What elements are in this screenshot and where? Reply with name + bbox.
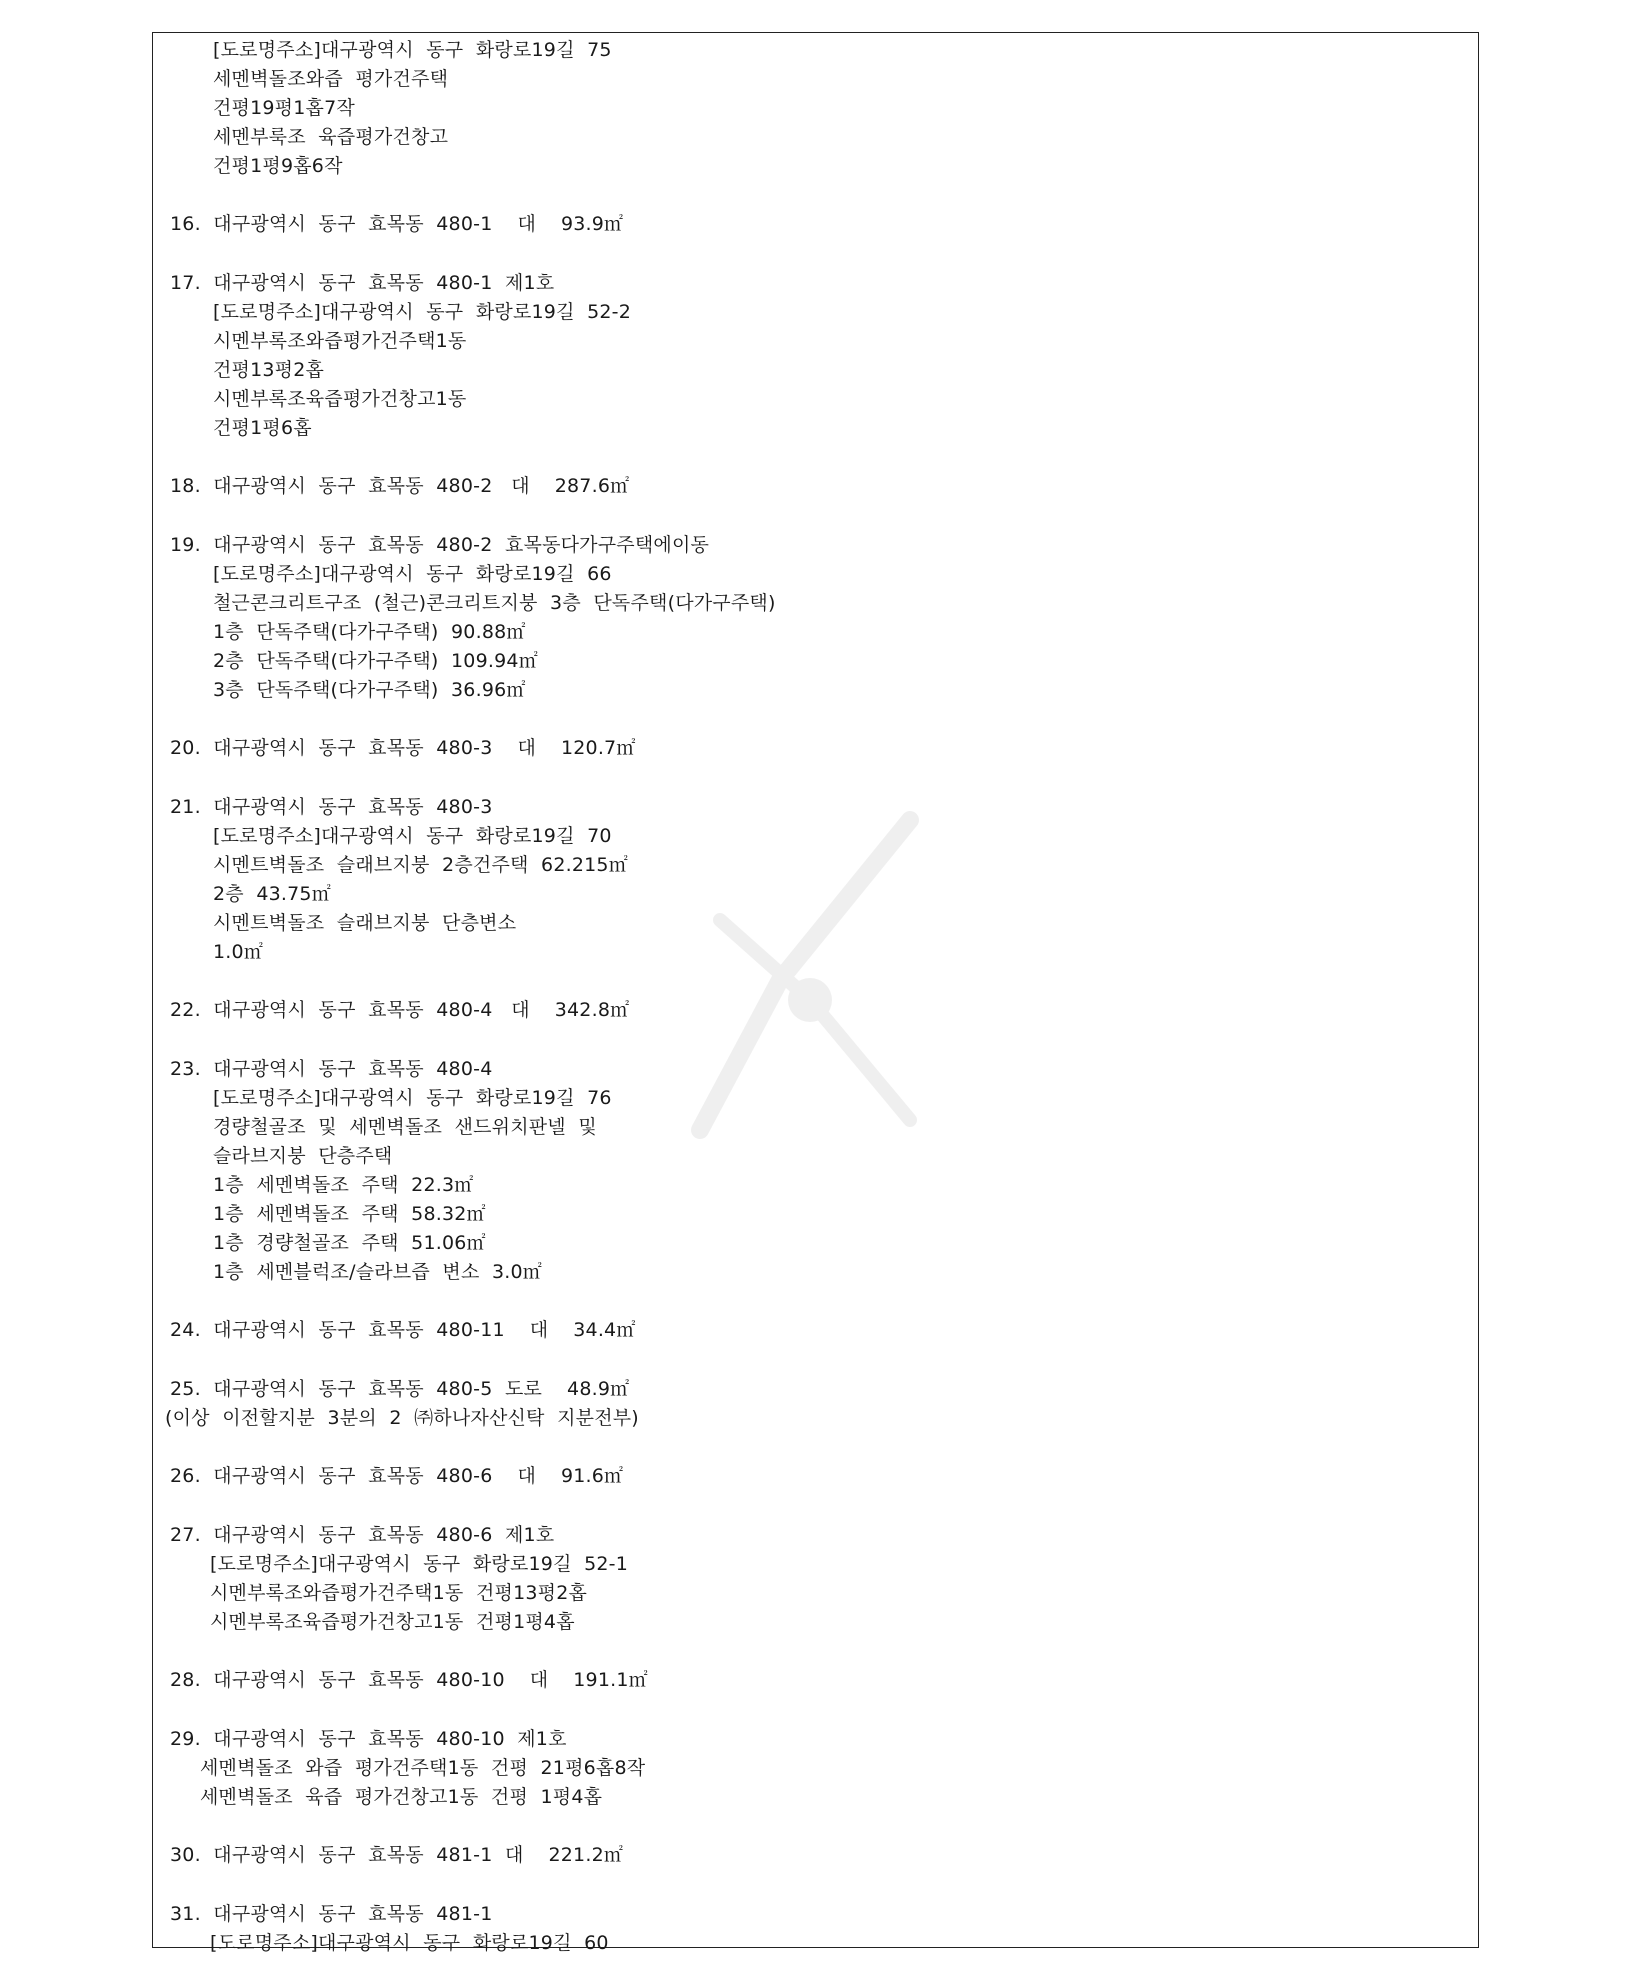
text-line: 세멘부룩조 육즙평가건창고: [213, 126, 449, 148]
text-line: 2층 단독주택(다가구주택) 109.94㎡: [213, 650, 538, 672]
item-17: 17. 대구광역시 동구 효목동 480-1 제1호: [170, 272, 555, 294]
text-line: 1층 경량철골조 주택 51.06㎡: [213, 1232, 486, 1254]
text-line: [도로명주소]대구광역시 동구 화랑로19길 66: [213, 563, 612, 585]
text-line: [도로명주소]대구광역시 동구 화랑로19길 70: [213, 825, 612, 847]
text-line: 세멘벽돌조 와즙 평가건주택1동 건평 21평6홉8작: [200, 1757, 646, 1779]
text-line: 시멘부록조육즙평가건창고1동: [213, 388, 467, 410]
text-line: 1층 세멘벽돌조 주택 22.3㎡: [213, 1174, 474, 1196]
item-28: 28. 대구광역시 동구 효목동 480-10 대 191.1㎡: [170, 1669, 648, 1691]
text-line: 경량철골조 및 세멘벽돌조 샌드위치판넬 및: [213, 1116, 597, 1138]
text-line: 슬라브지붕 단층주택: [213, 1145, 393, 1167]
text-line: 세멘벽돌조 육즙 평가건창고1동 건평 1평4홉: [200, 1786, 603, 1808]
text-line: [도로명주소]대구광역시 동구 화랑로19길 52-2: [213, 301, 632, 323]
item-26: 26. 대구광역시 동구 효목동 480-6 대 91.6㎡: [170, 1465, 624, 1487]
item-24: 24. 대구광역시 동구 효목동 480-11 대 34.4㎡: [170, 1319, 636, 1341]
text-line: 시멘트벽돌조 슬래브지붕 단층변소: [213, 912, 517, 934]
text-line: 1층 단독주택(다가구주택) 90.88㎡: [213, 621, 526, 643]
text-line: 시멘부록조와즙평가건주택1동 건평13평2홉: [210, 1582, 588, 1604]
text-line: 시멘트벽돌조 슬래브지붕 2층건주택 62.215㎡: [213, 854, 628, 876]
text-line: 1.0㎡: [213, 941, 264, 963]
item-16: 16. 대구광역시 동구 효목동 480-1 대 93.9㎡: [170, 213, 624, 235]
item-23: 23. 대구광역시 동구 효목동 480-4: [170, 1058, 493, 1080]
item-18: 18. 대구광역시 동구 효목동 480-2 대 287.6㎡: [170, 475, 630, 497]
item-25: 25. 대구광역시 동구 효목동 480-5 도로 48.9㎡: [170, 1378, 630, 1400]
text-line: 건평13평2홉: [213, 359, 325, 381]
item-21: 21. 대구광역시 동구 효목동 480-3: [170, 796, 493, 818]
item-31: 31. 대구광역시 동구 효목동 481-1: [170, 1903, 493, 1925]
text-line: 건평1평6홉: [213, 417, 312, 439]
text-line: [도로명주소]대구광역시 동구 화랑로19길 75: [213, 39, 612, 61]
item-30: 30. 대구광역시 동구 효목동 481-1 대 221.2㎡: [170, 1844, 624, 1866]
text-line: (이상 이전할지분 3분의 2 ㈜하나자산신탁 지분전부): [165, 1407, 639, 1429]
item-27: 27. 대구광역시 동구 효목동 480-6 제1호: [170, 1524, 555, 1546]
text-line: 건평19평1홉7작: [213, 97, 355, 119]
text-line: 1층 세멘벽돌조 주택 58.32㎡: [213, 1203, 486, 1225]
item-29: 29. 대구광역시 동구 효목동 480-10 제1호: [170, 1728, 567, 1750]
text-line: 건평1평9홉6작: [213, 155, 343, 177]
text-line: 철근콘크리트구조 (철근)콘크리트지붕 3층 단독주택(다가구주택): [213, 592, 776, 614]
item-22: 22. 대구광역시 동구 효목동 480-4 대 342.8㎡: [170, 999, 630, 1021]
text-line: [도로명주소]대구광역시 동구 화랑로19길 52-1: [210, 1553, 629, 1575]
item-20: 20. 대구광역시 동구 효목동 480-3 대 120.7㎡: [170, 737, 636, 759]
text-line: 시멘부록조육즙평가건창고1동 건평1평4홉: [210, 1611, 575, 1633]
text-line: 3층 단독주택(다가구주택) 36.96㎡: [213, 679, 526, 701]
item-19: 19. 대구광역시 동구 효목동 480-2 효목동다가구주택에이동: [170, 534, 710, 556]
text-line: 2층 43.75㎡: [213, 883, 331, 905]
text-line: 시멘부록조와즙평가건주택1동: [213, 330, 467, 352]
text-line: [도로명주소]대구광역시 동구 화랑로19길 76: [213, 1087, 612, 1109]
text-line: 1층 세멘블럭조/슬라브즙 변소 3.0㎡: [213, 1261, 542, 1283]
text-line: 세멘벽돌조와즙 평가건주택: [213, 68, 449, 90]
text-line: [도로명주소]대구광역시 동구 화랑로19길 60: [210, 1932, 609, 1954]
